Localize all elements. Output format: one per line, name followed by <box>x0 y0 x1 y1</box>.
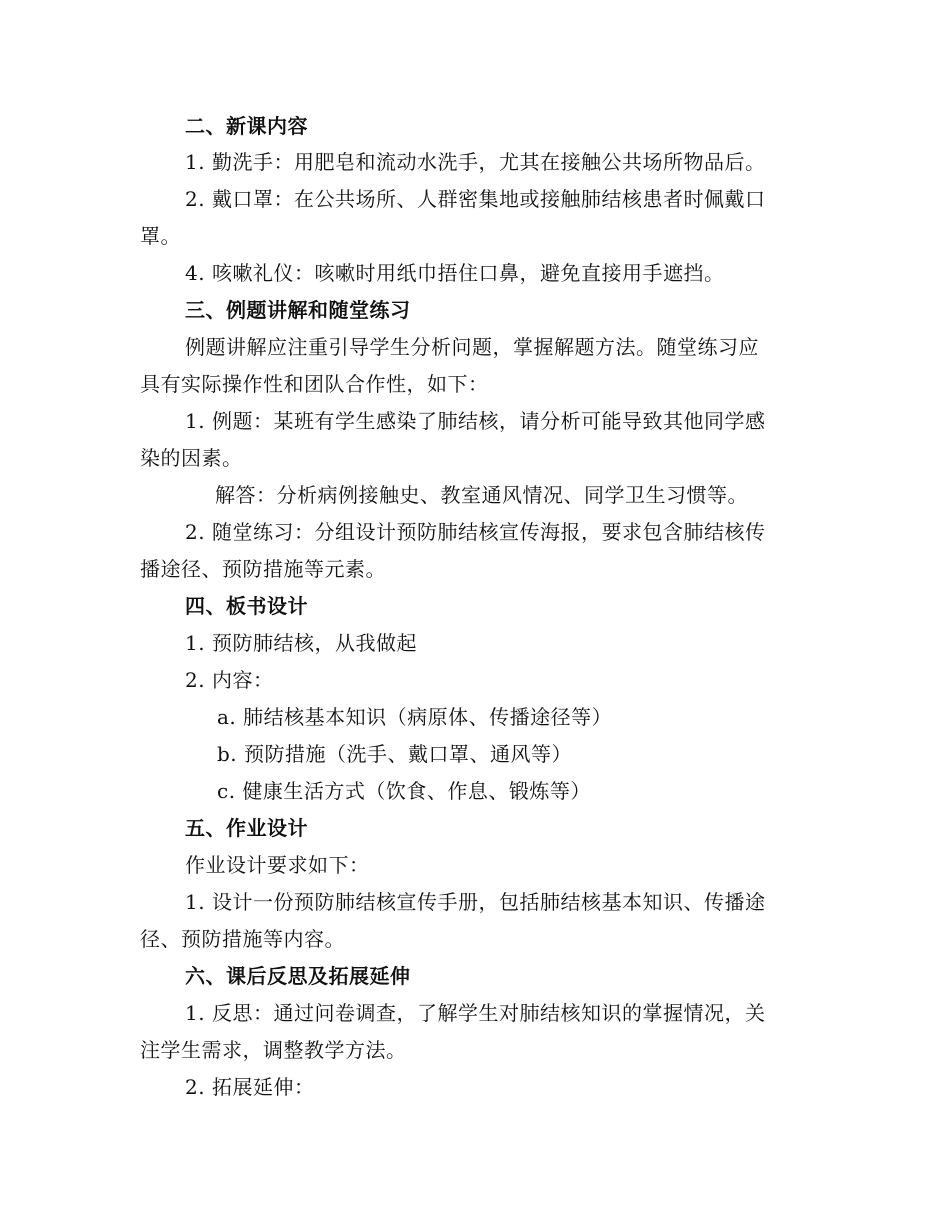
board-item-1: 1. 预防肺结核，从我做起 <box>185 631 417 655</box>
board-item-2: 2. 内容： <box>185 668 274 692</box>
board-subitem-b: b. 预防措施（洗手、戴口罩、通风等） <box>217 742 573 766</box>
paragraph-extension: 2. 拓展延伸： <box>185 1075 315 1099</box>
paragraph-handwashing: 1. 勤洗手：用肥皂和流动水洗手，尤其在接触公共场所物品后。 <box>185 150 766 174</box>
paragraph-answer: 解答：分析病例接触史、教室通风情况、同学卫生习惯等。 <box>215 483 748 507</box>
board-subitem-c: c. 健康生活方式（饮食、作息、锻炼等） <box>217 779 591 803</box>
section-heading-board-design: 四、板书设计 <box>185 594 308 618</box>
paragraph-examples-intro-line1: 例题讲解应注重引导学生分析问题，掌握解题方法。随堂练习应 <box>185 335 759 359</box>
paragraph-example-line2: 染的因素。 <box>140 446 243 470</box>
section-heading-homework: 五、作业设计 <box>185 816 308 840</box>
paragraph-homework-intro: 作业设计要求如下： <box>185 853 370 877</box>
section-heading-reflection: 六、课后反思及拓展延伸 <box>185 964 411 988</box>
board-subitem-a: a. 肺结核基本知识（病原体、传播途径等） <box>217 705 613 729</box>
section-heading-new-content: 二、新课内容 <box>185 114 308 138</box>
paragraph-mask-line2: 罩。 <box>140 224 181 248</box>
section-heading-examples: 三、例题讲解和随堂练习 <box>185 298 411 322</box>
paragraph-mask-line1: 2. 戴口罩：在公共场所、人群密集地或接触肺结核患者时佩戴口 <box>185 187 766 211</box>
paragraph-practice-line1: 2. 随堂练习：分组设计预防肺结核宣传海报，要求包含肺结核传 <box>185 520 766 544</box>
paragraph-homework-line2: 径、预防措施等内容。 <box>140 927 345 951</box>
paragraph-homework-line1: 1. 设计一份预防肺结核宣传手册，包括肺结核基本知识、传播途 <box>185 890 766 914</box>
paragraph-examples-intro-line2: 具有实际操作性和团队合作性，如下： <box>140 372 489 396</box>
paragraph-practice-line2: 播途径、预防措施等元素。 <box>140 557 386 581</box>
paragraph-example-line1: 1. 例题：某班有学生感染了肺结核，请分析可能导致其他同学感 <box>185 409 766 433</box>
paragraph-cough-etiquette: 4. 咳嗽礼仪：咳嗽时用纸巾捂住口鼻，避免直接用手遮挡。 <box>185 261 725 285</box>
paragraph-reflection-line2: 注学生需求，调整教学方法。 <box>140 1038 407 1062</box>
paragraph-reflection-line1: 1. 反思：通过问卷调查，了解学生对肺结核知识的掌握情况，关 <box>185 1001 766 1025</box>
